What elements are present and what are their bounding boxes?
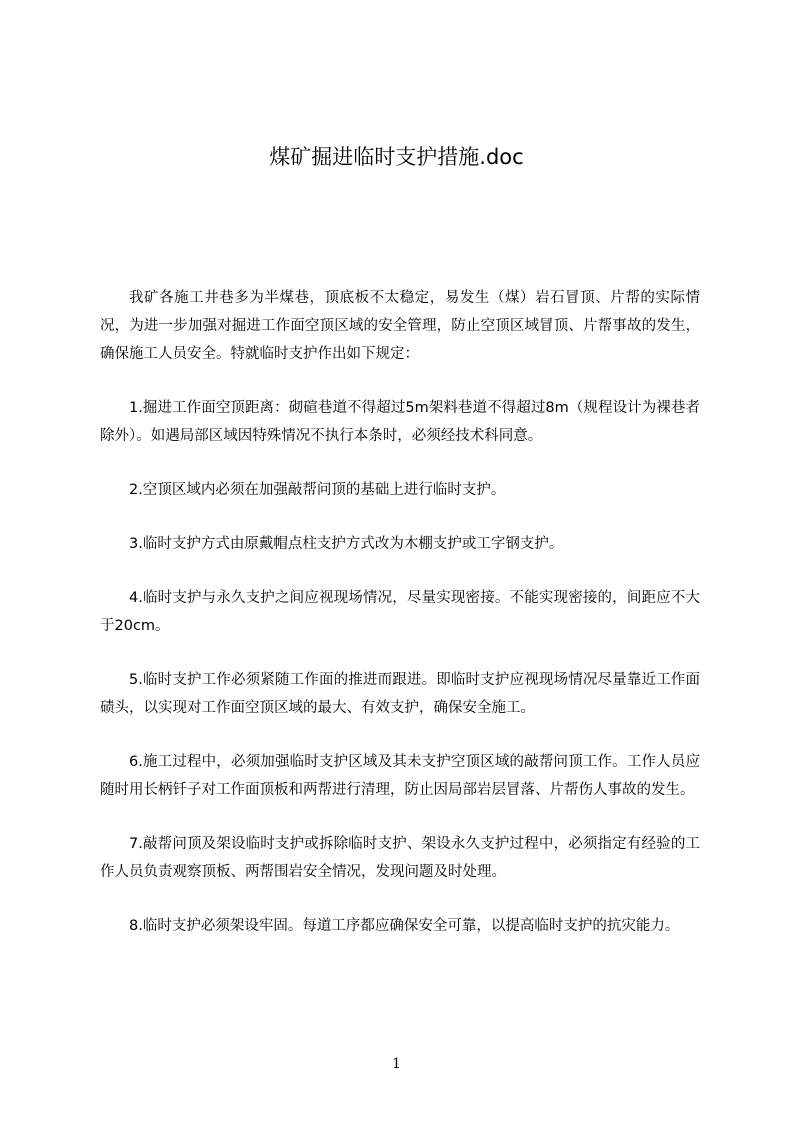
rule-paragraph-2: 2.空顶区域内必须在加强敲帮问顶的基础上进行临时支护。 (129, 482, 506, 498)
rule-paragraph-6: 6.施工过程中，必须加强临时支护区域及其未支护空顶区域的敲帮问顶工作。工作人员应随时用长柄钎子对工作面顶板和两帮进行清理，防止因局部岩层冒落、片帮伤人事故的发生。 (100, 754, 700, 798)
rule-paragraph-8: 8.临时支护必须架设牢固。每道工序都应确保安全可靠，以提高临时支护的抗灾能力。 (129, 918, 680, 934)
document-body (100, 284, 700, 966)
rule-paragraph-4: 4.临时支护与永久支护之间应视现场情况，尽量实现密接。不能实现密接的，间距应不大于20cm。 (100, 590, 700, 634)
document-title: 煤矿掘进临时支护措施.doc (269, 145, 524, 169)
rule-paragraph-5: 5.临时支护工作必须紧随工作面的推进而跟进。即临时支护应视现场情况尽量靠近工作面碛头，以实现对工作面空顶区域的最大、有效支护，确保安全施工。 (100, 672, 700, 716)
page-number: 1 (392, 1056, 401, 1072)
rule-paragraph-7: 7.敲帮问顶及架设临时支护或拆除临时支护、架设永久支护过程中，必须指定有经验的工作人员负责观察顶板、两帮围岩安全情况，发现问题及时处理。 (100, 836, 700, 880)
rule-paragraph-1: 1.掘进工作面空顶距离：砌碹巷道不得超过5m架料巷道不得超过8m（规程设计为裸巷者除外）。如遇局部区域因特殊情况不执行本条时，必须经技术科同意。 (100, 400, 700, 444)
rule-paragraph-3: 3.临时支护方式由原戴帽点柱支护方式改为木棚支护或工字钢支护。 (129, 536, 564, 552)
intro-paragraph: 我矿各施工井巷多为半煤巷，顶底板不太稳定，易发生（煤）岩石冒顶、片帮的实际情况，为进一步加强对掘进工作面空顶区域的安全管理，防止空顶区域冒顶、片帮事故的发生，确保施工人员安全。特就临时支护作出如下规定： (100, 290, 700, 362)
